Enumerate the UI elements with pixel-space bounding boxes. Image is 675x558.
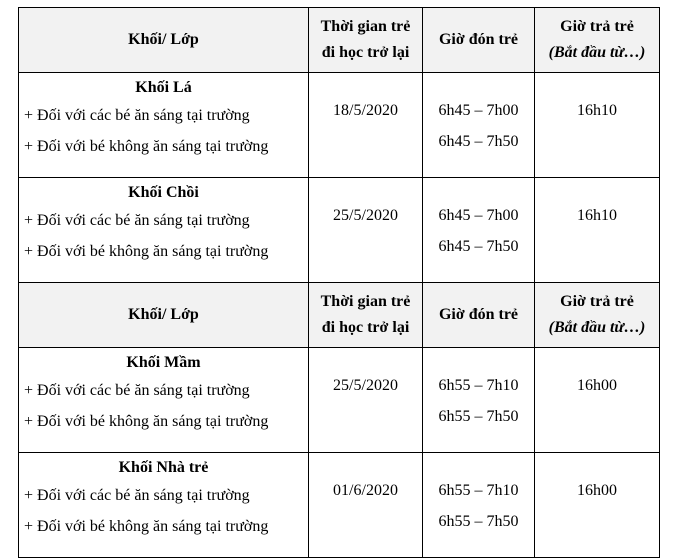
group-row [19,348,660,453]
option-breakfast: + Đối với các bé ăn sáng tại trường [24,382,250,399]
header-return-date: Thời gian trẻ đi học trở lại [309,283,423,348]
group-row [19,453,660,558]
header-grade: Khối/ Lớp [19,283,309,348]
group-name: Khối Mầm [126,354,201,371]
header-dropoff: Giờ đón trẻ [423,283,535,348]
header-pickup: Giờ trả trẻ (Bắt đầu từ…) [535,8,660,73]
dropoff-breakfast: 6h45 – 7h00 [438,102,519,119]
return-date: 18/5/2020 [333,102,398,119]
pickup-time: 16h10 [577,102,617,119]
group-name: Khối Lá [135,79,192,96]
pickup-time: 16h00 [577,482,617,499]
header-grade: Khối/ Lớp [19,8,309,73]
pickup-time: 16h10 [577,207,617,224]
option-breakfast: + Đối với các bé ăn sáng tại trường [24,107,250,124]
return-date: 25/5/2020 [333,377,398,394]
option-no-breakfast: + Đối với bé không ăn sáng tại trường [24,413,269,430]
group-info [19,453,309,558]
dropoff-no-breakfast: 6h55 – 7h50 [438,408,519,425]
schedule-table [18,7,660,558]
pickup-time: 16h00 [577,377,617,394]
group-row [19,178,660,283]
dropoff-breakfast: 6h55 – 7h10 [438,377,519,394]
header-row [19,8,660,73]
header-dropoff: Giờ đón trẻ [423,8,535,73]
group-name: Khối Nhà trẻ [118,459,209,476]
dropoff-no-breakfast: 6h45 – 7h50 [438,133,519,150]
option-no-breakfast: + Đối với bé không ăn sáng tại trường [24,518,269,535]
dropoff-no-breakfast: 6h45 – 7h50 [438,238,519,255]
option-breakfast: + Đối với các bé ăn sáng tại trường [24,212,250,229]
header-return-date: Thời gian trẻ đi học trở lại [309,8,423,73]
dropoff-breakfast: 6h55 – 7h10 [438,482,519,499]
return-date: 01/6/2020 [333,482,398,499]
group-name: Khối Chồi [128,184,199,201]
group-info [19,73,309,178]
header-pickup: Giờ trả trẻ (Bắt đầu từ…) [535,283,660,348]
option-breakfast: + Đối với các bé ăn sáng tại trường [24,487,250,504]
group-row [19,73,660,178]
return-date: 25/5/2020 [333,207,398,224]
header-row [19,283,660,348]
option-no-breakfast: + Đối với bé không ăn sáng tại trường [24,138,269,155]
dropoff-breakfast: 6h45 – 7h00 [438,207,519,224]
dropoff-no-breakfast: 6h55 – 7h50 [438,513,519,530]
option-no-breakfast: + Đối với bé không ăn sáng tại trường [24,243,269,260]
group-info [19,348,309,453]
group-info [19,178,309,283]
